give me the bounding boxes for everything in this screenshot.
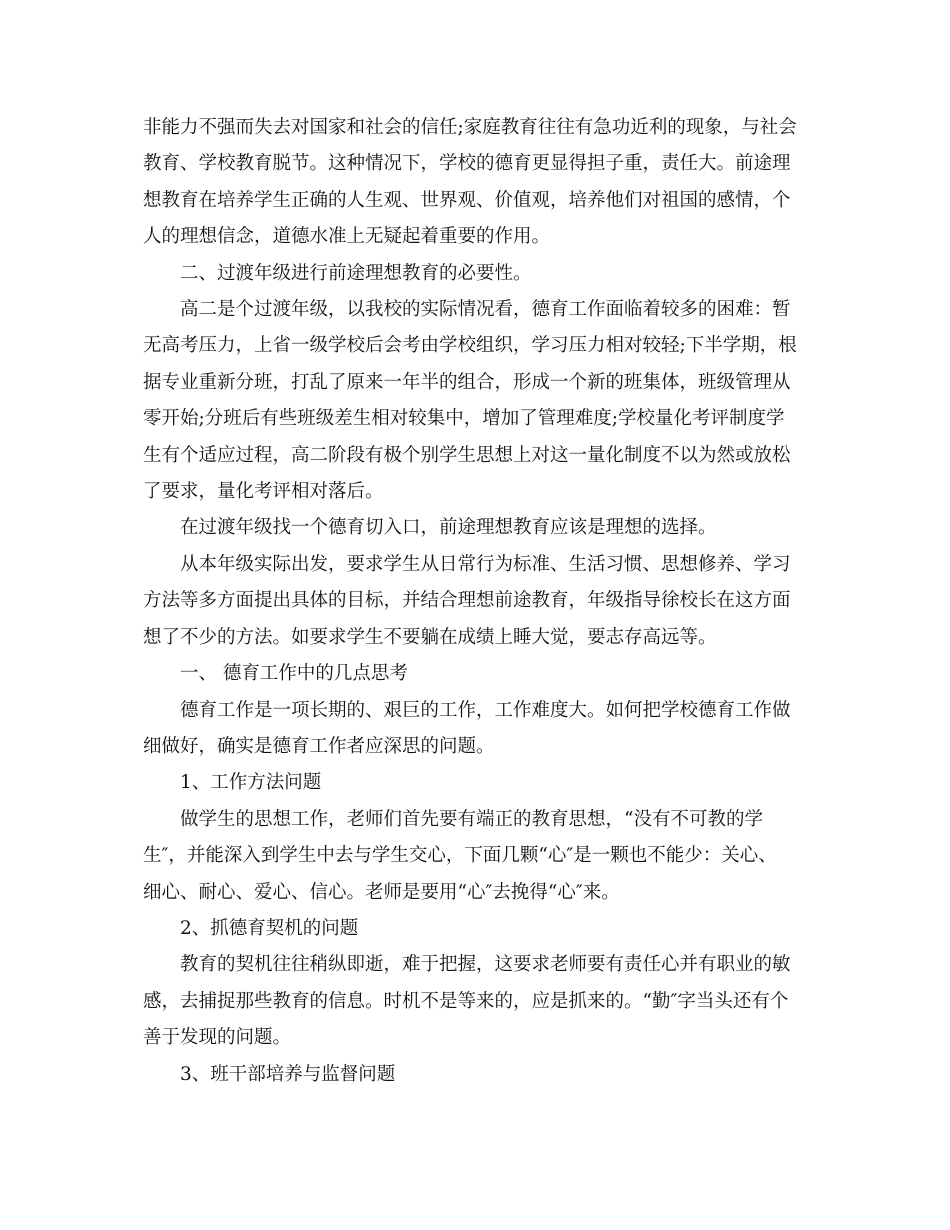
text-line: 方法等多方面提出具体的目标，并结合理想前途教育，年级指导徐校长在这方面 [143,590,791,612]
text-line: 无高考压力，上省一级学校后会考由学校组织，学习压力相对较轻;下半学期，根 [143,335,797,357]
text-line: 了要求，量化考评相对落后。 [143,481,384,503]
text-line: 细心、耐心、爱心、信心。老师是要用“心″去挽得“心″来。 [143,881,620,903]
text-line: 从本年级实际出发，要求学生从日常行为标准、生活习惯、思想修养、学习 [180,553,791,575]
text-line: 教育的契机往往稍纵即逝，难于把握，这要求老师要有责任心并有职业的敏 [180,954,791,976]
text-line: 感，去捕捉那些教育的信息。时机不是等来的，应是抓来的。“勤″字当头还有个 [143,990,789,1012]
text-line: 零开始;分班后有些班级差生相对较集中，增加了管理难度;学校量化考评制度学 [143,408,785,430]
text-line: 细做好，确实是德育工作者应深思的问题。 [143,735,495,757]
text-line: 做学生的思想工作，老师们首先要有端正的教育思想，“没有不可教的学 [180,808,763,830]
text-line: 德育工作是一项长期的、艰巨的工作，工作难度大。如何把学校德育工作做 [180,699,791,721]
text-line: 在过渡年级找一个德育切入口，前途理想教育应该是理想的选择。 [180,517,717,539]
subsection-heading: 1、工作方法问题 [180,772,322,794]
text-line: 高二是个过渡年级，以我校的实际情况看，德育工作面临着较多的困难：暂 [180,299,791,321]
text-line: 想了不少的方法。如要求学生不要躺在成绩上睡大觉，要志存高远等。 [143,626,717,648]
text-line: 非能力不强而失去对国家和社会的信任;家庭教育往往有急功近利的现象，与社会 [143,117,797,138]
document-body [143,110,813,1093]
text-line: 生有个适应过程，高二阶段有极个别学生思想上对这一量化制度不以为然或放松 [143,444,791,466]
text-line: 生″，并能深入到学生中去与学生交心，下面几颗“心″是一颗也不能少：关心、 [143,845,777,867]
text-line: 据专业重新分班，打乱了原来一年半的组合，形成一个新的班集体，班级管理从 [143,371,791,393]
text-line: 人的理想信念，道德水准上无疑起着重要的作用。 [143,226,551,248]
text-line: 想教育在培养学生正确的人生观、世界观、价值观，培养他们对祖国的感情，个 [143,189,791,211]
subsection-heading: 3、班干部培养与监督问题 [180,1063,396,1085]
text-line: 善于发现的问题。 [143,1027,292,1049]
subsection-heading: 2、抓德育契机的问题 [180,917,359,939]
section-heading: 一、 德育工作中的几点思考 [180,663,408,685]
section-heading: 二、过渡年级进行前途理想教育的必要性。 [180,262,532,284]
text-line: 教育、学校教育脱节。这种情况下，学校的德育更显得担子重，责任大。前途理 [143,153,791,175]
